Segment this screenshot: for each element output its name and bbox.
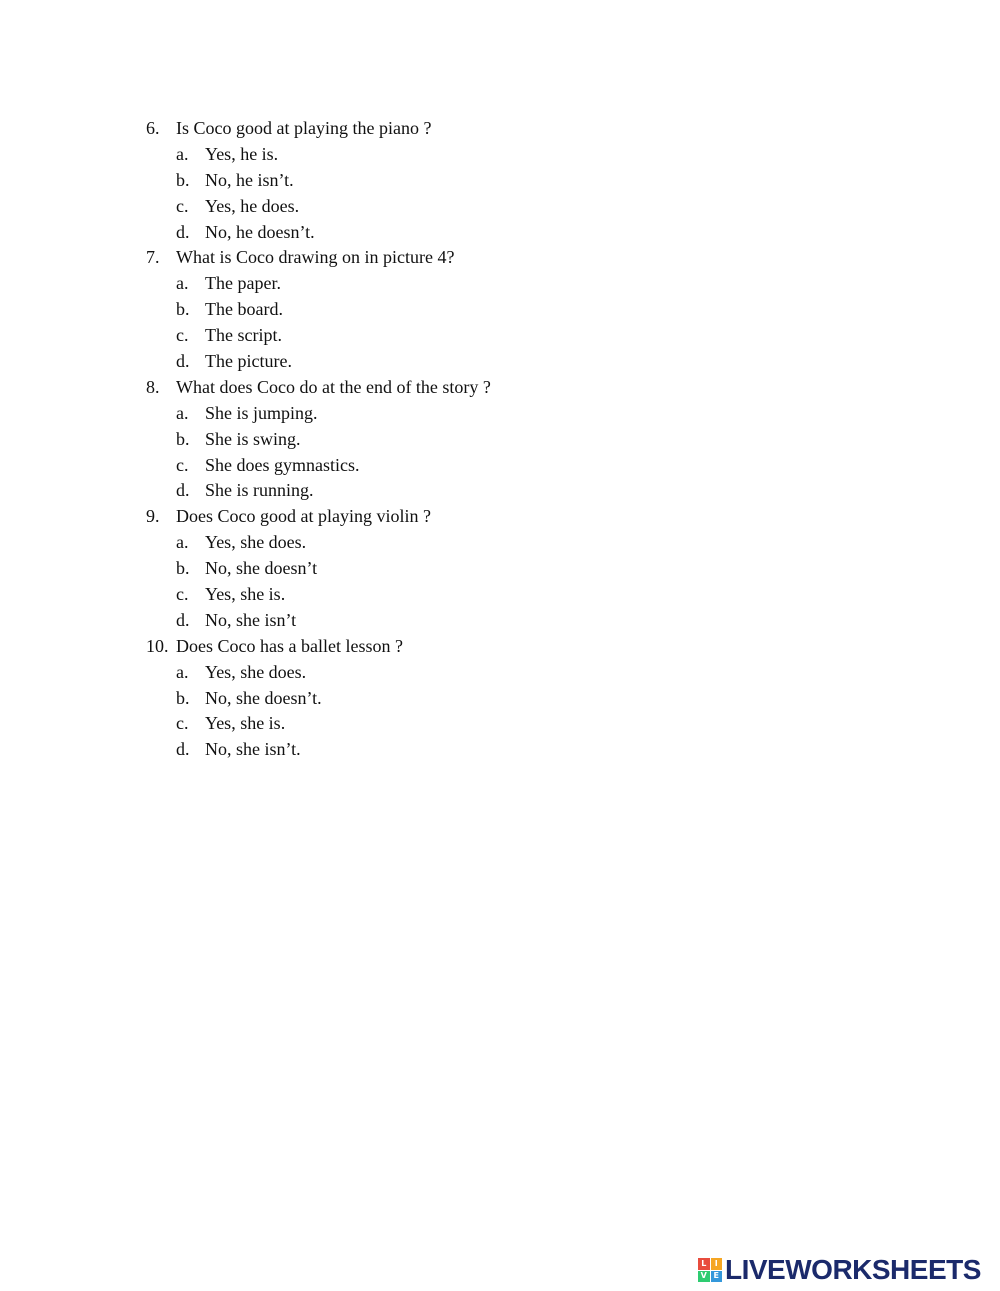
option-letter: b. (176, 169, 190, 190)
option-letter: c. (176, 584, 189, 605)
option-letter: a. (176, 402, 189, 423)
answer-option[interactable] (0, 556, 1000, 582)
option-text: Yes, he is. (205, 143, 279, 164)
question-text: What is Coco drawing on in picture 4? (176, 247, 455, 268)
answer-option[interactable] (0, 608, 1000, 634)
question-number: 7. (146, 247, 160, 268)
option-letter: a. (176, 143, 189, 164)
option-letter: d. (176, 221, 190, 242)
option-letter: d. (176, 739, 190, 760)
liveworksheets-logo-icon (698, 1258, 722, 1282)
question-number: 8. (146, 376, 160, 397)
option-letter: b. (176, 687, 190, 708)
option-letter: d. (176, 351, 190, 372)
question-text: Does Coco good at playing violin ? (176, 506, 431, 527)
option-text: She is jumping. (205, 402, 318, 423)
option-text: She is running. (205, 480, 314, 501)
question-8 (0, 375, 1000, 401)
answer-option[interactable] (0, 427, 1000, 453)
question-number: 6. (146, 118, 160, 138)
option-text: The paper. (205, 273, 281, 294)
option-text: No, he doesn’t. (205, 221, 315, 242)
option-letter: c. (176, 325, 189, 346)
question-number: 10. (146, 635, 169, 656)
answer-option[interactable] (0, 582, 1000, 608)
logo-letter: L (698, 1258, 710, 1270)
liveworksheets-brand (698, 1255, 981, 1285)
question-text: What does Coco do at the end of the story ? (176, 376, 491, 397)
option-letter: b. (176, 558, 190, 579)
option-letter: a. (176, 273, 189, 294)
option-text: She does gymnastics. (205, 454, 360, 475)
answer-option[interactable] (0, 220, 1000, 246)
answer-option[interactable] (0, 349, 1000, 375)
question-9 (0, 504, 1000, 530)
logo-letter: V (698, 1271, 710, 1283)
option-text: No, she doesn’t. (205, 687, 322, 708)
logo-letter: I (711, 1258, 723, 1270)
option-letter: a. (176, 661, 189, 682)
option-text: She is swing. (205, 428, 301, 449)
option-text: No, she isn’t. (205, 739, 301, 760)
answer-option[interactable] (0, 660, 1000, 686)
question-10 (0, 634, 1000, 660)
option-letter: d. (176, 609, 190, 630)
option-text: No, she isn’t (205, 609, 297, 630)
answer-option[interactable] (0, 478, 1000, 504)
brand-name: LIVEWORKSHEETS (725, 1254, 981, 1285)
worksheet-page (0, 116, 1000, 763)
option-text: The board. (205, 299, 283, 320)
answer-option[interactable] (0, 142, 1000, 168)
option-text: Yes, she is. (205, 713, 286, 734)
option-text: Yes, she does. (205, 661, 307, 682)
option-letter: b. (176, 428, 190, 449)
answer-option[interactable] (0, 297, 1000, 323)
option-text: The script. (205, 325, 282, 346)
question-6 (0, 116, 1000, 142)
answer-option[interactable] (0, 271, 1000, 297)
question-number: 9. (146, 506, 160, 527)
answer-option[interactable] (0, 453, 1000, 479)
option-text: Yes, she is. (205, 584, 286, 605)
option-text: No, he isn’t. (205, 169, 294, 190)
answer-option[interactable] (0, 194, 1000, 220)
question-text: Is Coco good at playing the piano ? (176, 118, 432, 138)
question-text: Does Coco has a ballet lesson ? (176, 635, 403, 656)
answer-option[interactable] (0, 323, 1000, 349)
answer-option[interactable] (0, 530, 1000, 556)
option-letter: c. (176, 713, 189, 734)
answer-option[interactable] (0, 711, 1000, 737)
option-letter: b. (176, 299, 190, 320)
option-text: The picture. (205, 351, 292, 372)
answer-option[interactable] (0, 168, 1000, 194)
option-text: No, she doesn’t (205, 558, 318, 579)
answer-option[interactable] (0, 401, 1000, 427)
option-text: Yes, she does. (205, 532, 307, 553)
answer-option[interactable] (0, 737, 1000, 763)
option-letter: c. (176, 454, 189, 475)
option-text: Yes, he does. (205, 195, 300, 216)
option-letter: d. (176, 480, 190, 501)
question-7 (0, 245, 1000, 271)
option-letter: a. (176, 532, 189, 553)
answer-option[interactable] (0, 686, 1000, 712)
option-letter: c. (176, 195, 189, 216)
logo-letter: E (711, 1271, 723, 1283)
